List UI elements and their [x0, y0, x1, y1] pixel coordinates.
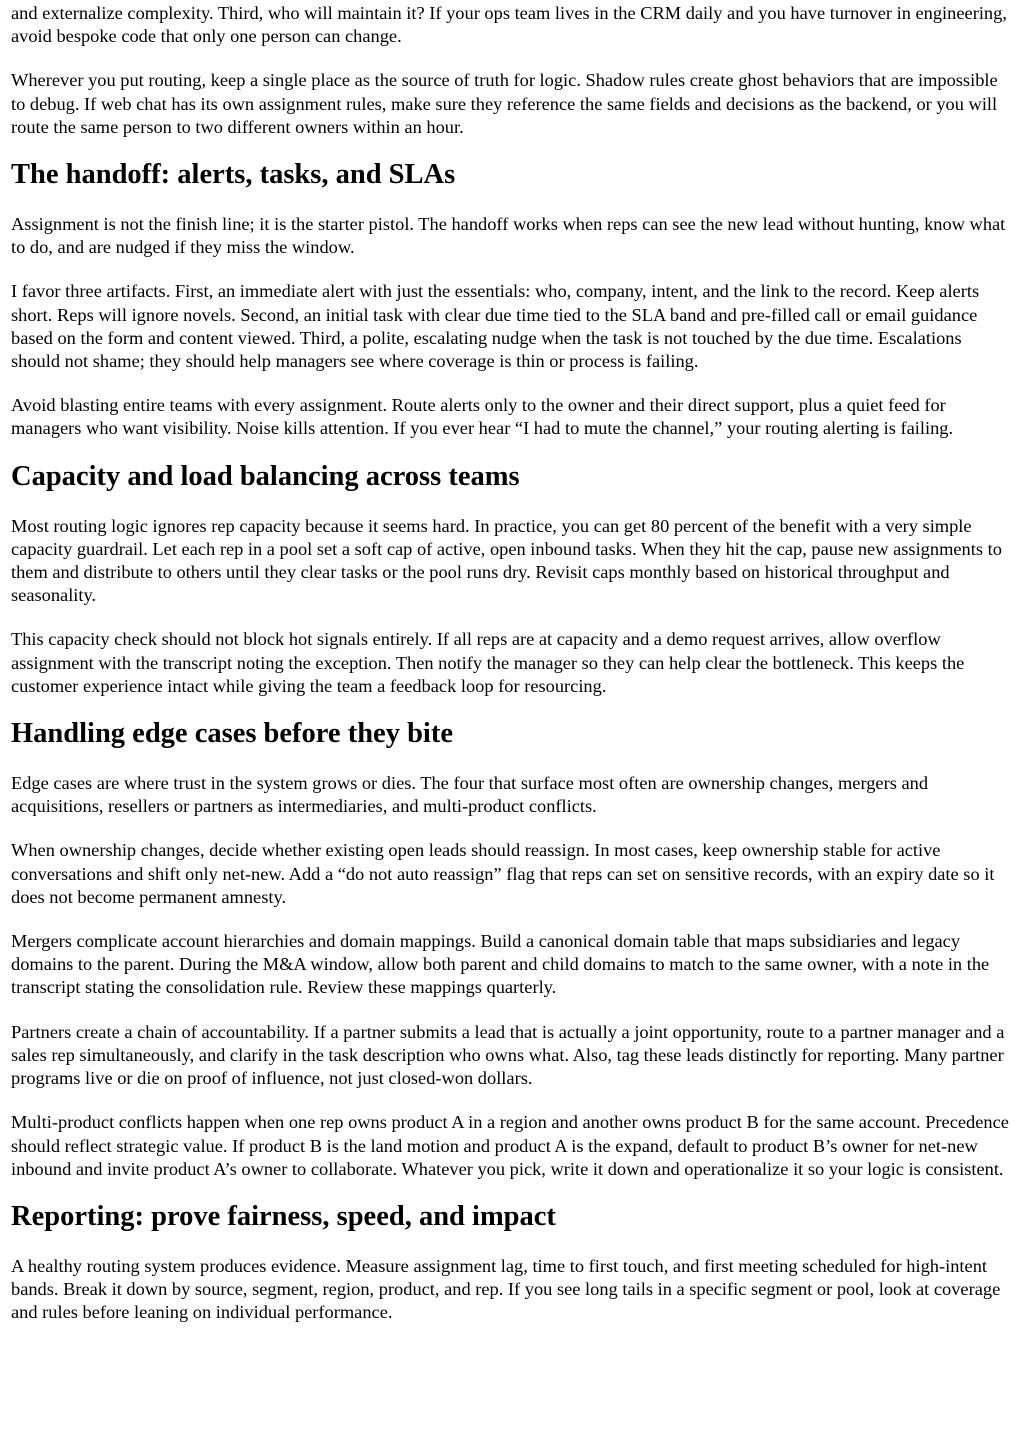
paragraph-multi-product: Multi-product conflicts happen when one rep owns product A in a region and another owns product B for the same account. Precedence should reflect strategic value. If product B is the land motion and product A is the expand, default to product B’s owner for net-new inbound and invite product A’s owner to collaborate. Whatever you pick, write it down and operationalize it so your logic is consistent.	[11, 1112, 1009, 1179]
heading-reporting: Reporting: prove fairness, speed, and impact	[11, 1200, 556, 1232]
heading-edge-cases: Handling edge cases before they bite	[11, 718, 453, 750]
paragraph-avoid-blasting: Avoid blasting entire teams with every assignment. Route alerts only to the owner and their direct support, plus a quiet feed for managers who want visibility. Noise kills attention. If you ever hear “I had to mute the channel,” your routing alerting is failing.	[11, 395, 954, 439]
paragraph-ownership-changes: When ownership changes, decide whether existing open leads should reassign. In most cases, keep ownership stable for active conversations and shift only net-new. Add a “do not auto reassign” flag that reps can set on sensitive records, with an expiry date so it does not become permanent amnesty.	[11, 840, 995, 907]
paragraph-capacity-guardrail: Most routing logic ignores rep capacity because it seems hard. In practice, you can get 80 percent of the benefit with a very simple capacity guardrail. Let each rep in a pool set a soft cap of active, open inbound tasks. When they hit the cap, pause new assignments to them and distribute to others until they clear tasks or the pool runs dry. Revisit caps monthly based on historical throughput and seasonality.	[11, 515, 1002, 606]
heading-handoff: The handoff: alerts, tasks, and SLAs	[11, 159, 456, 191]
paragraph-reporting-evidence: A healthy routing system produces evidence. Measure assignment lag, time to first touch, and first meeting scheduled for high-intent bands. Break it down by source, segment, region, product, and rep. If you see long tails in a specific segment or pool, look at coverage and rules before leaning on individual performance.	[11, 1255, 1001, 1323]
paragraph-partners: Partners create a chain of accountability. If a partner submits a lead that is actually a joint opportunity, route to a partner manager and a sales rep simultaneously, and clarify in the task description who owns what. Also, tag these leads distinctly for reporting. Many partner programs live or die on proof of influence, not just closed-won dollars.	[11, 1021, 1005, 1089]
paragraph-edge-cases-intro: Edge cases are where trust in the system grows or dies. The four that surface most often are ownership changes, mergers and acquisitions, resellers or partners as intermediaries, and multi-product conflicts.	[11, 773, 929, 817]
paragraph-three-artifacts: I favor three artifacts. First, an immediate alert with just the essentials: who, company, intent, and the link to the record. Keep alerts short. Reps will ignore novels. Second, an initial task with clear due time tied to the SLA band and pre-filled call or email guidance based on the form and content viewed. Third, a polite, escalating nudge when the task is not touched by the due time. Escalations should not shame; they should help managers see where coverage is thin or process is failing.	[11, 281, 980, 372]
paragraph-maintenance: and externalize complexity. Third, who will maintain it? If your ops team lives in the CRM daily and you have turnover in engineering, avoid bespoke code that only one person can change.	[11, 3, 1007, 47]
paragraph-hot-signals: This capacity check should not block hot signals entirely. If all reps are at capacity and a demo request arrives, allow overflow assignment with the transcript noting the exception. Then notify the manager so they can help clear the bottleneck. This keeps the customer experience intact while giving the team a feedback loop for resourcing.	[11, 629, 965, 696]
paragraph-starter-pistol: Assignment is not the finish line; it is the starter pistol. The handoff works when reps can see the new lead without hunting, know what to do, and are nudged if they miss the window.	[11, 214, 1006, 258]
article-body	[11, 0, 1013, 1325]
paragraph-mergers: Mergers complicate account hierarchies and domain mappings. Build a canonical domain table that maps subsidiaries and legacy domains to the parent. During the M&A window, allow both parent and child domains to match to the same owner, with a note in the transcript stating the consolidation rule. Review these mappings quarterly.	[11, 931, 990, 998]
paragraph-source-of-truth: Wherever you put routing, keep a single place as the source of truth for logic. Shadow rules create ghost behaviors that are impossible to debug. If web chat has its own assignment rules, make sure they reference the same fields and decisions as the backend, or you will route the same person to two different owners within an hour.	[11, 70, 998, 137]
heading-capacity: Capacity and load balancing across teams	[11, 460, 520, 492]
